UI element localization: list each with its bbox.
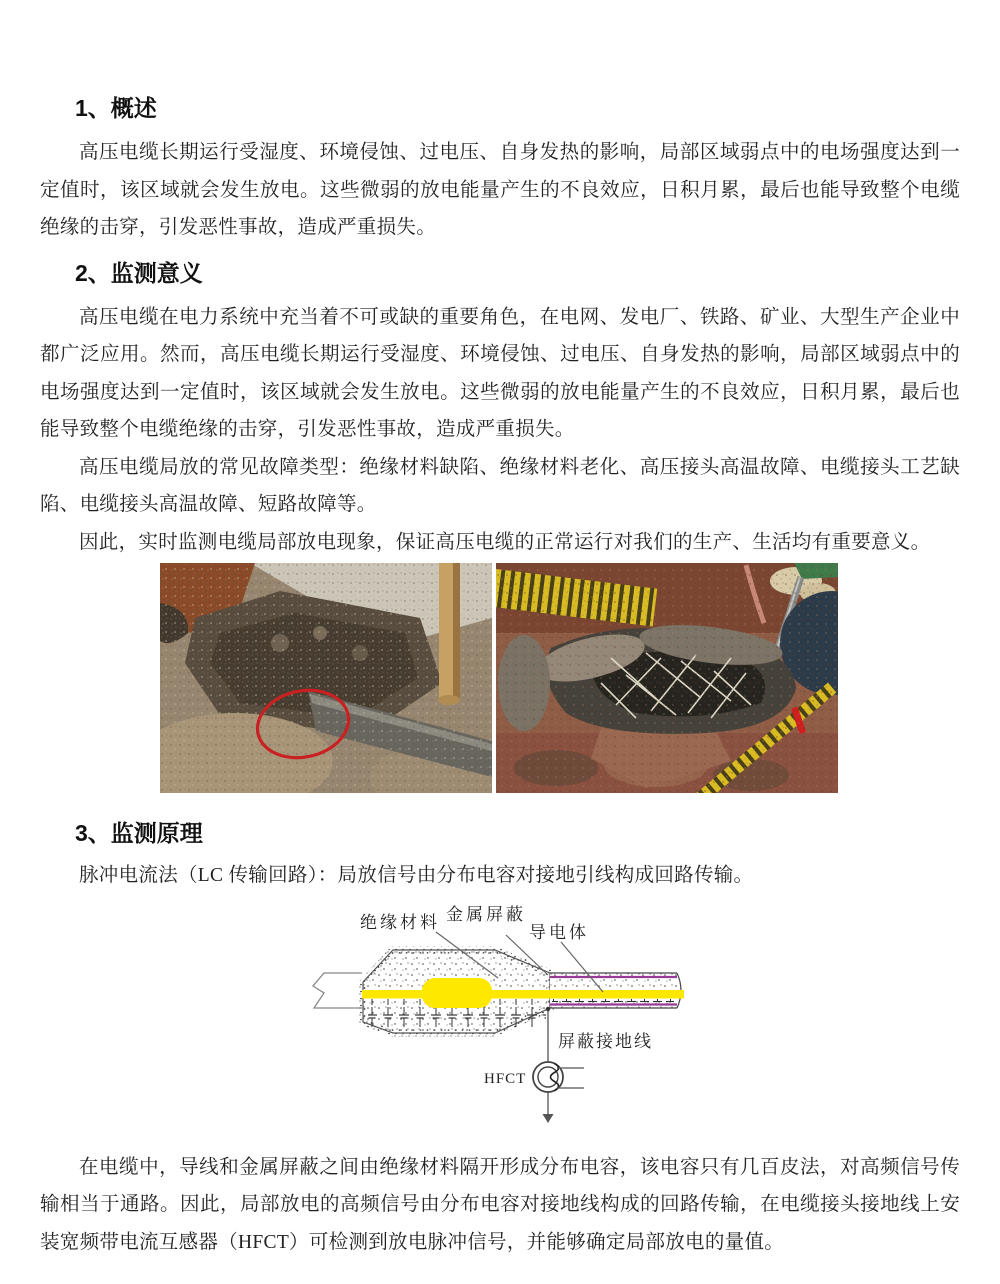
label-hfct: HFCT [484,1070,527,1087]
label-conductor: 导电体 [529,922,589,942]
section-heading-significance: 2、监测意义 [75,259,203,286]
section-heading-principle: 3、监测原理 [75,820,203,846]
ground-tap-point [546,1006,550,1010]
paragraph-fault-types: 高压电缆局放的常见故障类型：绝缘材料缺陷、绝缘材料老化、高压接头高温故障、电缆接头工艺缺陷、电缆接头高温故障、短路故障等。 [40,456,960,515]
photo-row [160,563,960,793]
hfct-sensor [533,1062,584,1092]
paragraph-pulse-current-method: 脉冲电流法（LC 传输回路）：局放信号由分布电容对接地引线构成回路传输。 [79,865,754,886]
label-shield-ground-wire: 屏蔽接地线 [558,1031,653,1051]
paragraph-significance-1: 高压电缆在电力系统中充当着不可或缺的重要角色，在电网、发电厂、铁路、矿业、大型生产企业中都广泛应用。然而，高压电缆长期运行受湿度、环境侵蚀、过电压、自身发热的影响，局部区域弱点中的电场强度达到一定值时，该区域就会发生放电。这些微弱的放电能量产生的不良效应，日积月累，最后也能导致整个电缆绝缘的击穿，引发恶性事故，造成严重损失。 [40,306,960,440]
label-metal-shield: 金属屏蔽 [446,904,526,924]
paragraph-overview: 高压电缆长期运行受湿度、环境侵蚀、过电压、自身发热的影响，局部区域弱点中的电场强度达到一定值时，该区域就会发生放电。这些微弱的放电能量产生的不良效应，日积月累，最后也能导致整个电缆绝缘的击穿，引发恶性事故，造成严重损失。 [40,142,960,238]
section-heading-overview: 1、概述 [75,95,157,121]
cable-pd-monitoring-diagram [300,895,700,1135]
label-insulation: 绝缘材料 [360,912,440,932]
photo-damaged-cable-excavation [160,563,492,793]
paragraph-closing: 在电缆中，导线和金属屏蔽之间由绝缘材料隔开形成分布电容，该电容只有几百皮法，对高频信号传输相当于通路。因此，局部放电的高频信号由分布电容对接地线构成的回路传输，在电缆接头接地线上安装宽频带电流互感器（HFCT）可检测到放电脉冲信号，并能够确定局部放电的量值。 [40,1156,960,1253]
photo-damaged-cable-shield [496,563,838,793]
ground-icon [543,1114,554,1123]
distributed-capacitance-symbols [552,999,674,1007]
document-content [0,92,1000,1261]
cable-break-symbol [313,973,362,1008]
paragraph-conclusion: 因此，实时监测电缆局部放电现象，保证高压电缆的正常运行对我们的生产、生活均有重要意义。 [79,531,931,553]
